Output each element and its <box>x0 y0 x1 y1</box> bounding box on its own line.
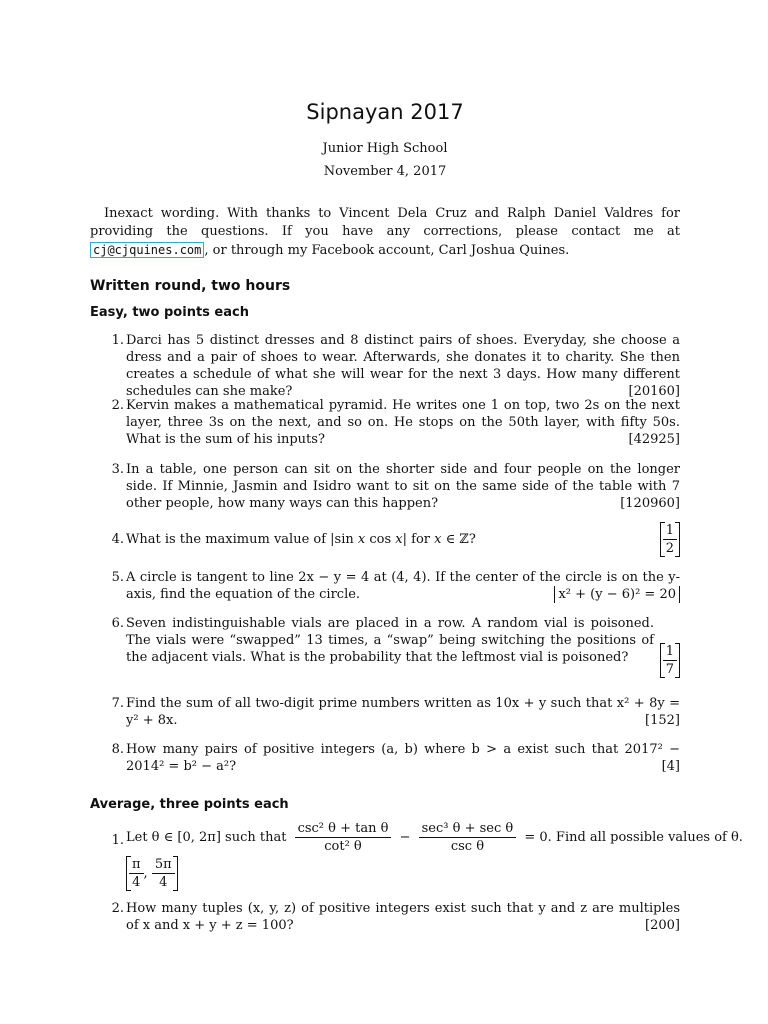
problem-item <box>106 332 680 400</box>
problem-text: Darci has 5 distinct dresses and 8 distinct pairs of shoes. Everyday, she choose a dress and a pair of shoes to wear. Afterwards, she donates it to charity. She then creates a schedule of what she will wear for the next 3 days. How many different schedules can she make? <box>126 333 680 399</box>
problem-answer: [152] <box>645 713 680 728</box>
problem-number: 5. <box>111 570 124 585</box>
problem-item <box>106 820 743 890</box>
problem-text: Seven indistinguishable vials are placed in a row. A random vial is poisoned. The vials were “swapped” 13 times, a “swap” being switching the positions of the adjacent vials. What is the probability that the leftmost vial is poisoned? <box>126 616 654 665</box>
problem-text: Kervin makes a mathematical pyramid. He writes one 1 on top, two 2s on the next layer, three 3s on the next, and so on. He stops on the 50th layer, with fifty 50s. What is the sum of his inputs? <box>126 398 680 447</box>
problem-item <box>106 397 680 448</box>
problem-answer: [120960] <box>620 496 680 511</box>
problem-number: 6. <box>111 616 124 631</box>
intro-text: Inexact wording. With thanks to Vincent Dela Cruz and Ralph Daniel Valdres for providing the questions. If you have any corrections, please contact me at <box>90 206 680 239</box>
problem-number: 1. <box>111 833 124 848</box>
problem-answer: [4] <box>661 759 680 774</box>
problem-number: 4. <box>111 532 124 547</box>
intro-text-end: , or through my Facebook account, Carl Joshua Quines. <box>204 243 570 258</box>
problem-item <box>106 461 680 512</box>
document-subtitle: Junior High School <box>322 141 448 156</box>
problem-item <box>106 900 680 934</box>
problem-item <box>106 569 680 603</box>
problem-answer: x² + (y − 6)² = 20 <box>554 586 680 603</box>
problem-number: 3. <box>111 462 124 477</box>
problem-text: Let θ ∈ [0, 2π] such that $\frac{\text{csc² θ + tan θ}}{\text{cot² θ}}$ − $\frac{\text{sec³ θ + sec θ}}{\text{csc θ}}$ = 0. Find all possible values of θ. <box>126 821 743 854</box>
average-heading: Average, three points each <box>90 797 289 812</box>
problem-answer: [200] <box>645 918 680 933</box>
problem-text: Find the sum of all two-digit prime numbers written as 10x + y such that x² + 8y = y² + 8x. <box>126 696 680 728</box>
problem-number: 2. <box>111 901 124 916</box>
problem-answer: $\frac{1}{2}$ <box>660 522 680 557</box>
intro-paragraph <box>90 205 680 260</box>
problem-text: How many tuples (x, y, z) of positive integers exist such that y and z are multiples of x and x + y + z = 100? <box>126 901 680 933</box>
problem-text: In a table, one person can sit on the shorter side and four people on the longer side. If Minnie, Jasmin and Isidro want to sit on the same side of the table with 7 other people, how many ways can this happen? <box>126 462 680 511</box>
problem-item <box>106 741 680 775</box>
document-title: Sipnayan 2017 <box>306 100 464 124</box>
problem-number: 7. <box>111 696 124 711</box>
section-heading: Written round, two hours <box>90 278 291 294</box>
problem-number: 1. <box>111 333 124 348</box>
problem-answer: $\frac{\pi}{4}$ , $\frac{5\pi}{4}$ <box>126 856 178 891</box>
problem-answer: [20160] <box>628 384 680 399</box>
problem-answer: [42925] <box>628 432 680 447</box>
problem-item <box>106 615 680 677</box>
problem-answer: $\frac{1}{7}$ <box>660 643 680 678</box>
problem-number: 8. <box>111 742 124 757</box>
problem-text: A circle is tangent to line 2x − y = 4 at (4, 4). If the center of the circle is on the y-axis, find the equation of the circle. <box>126 570 680 602</box>
problem-item <box>106 522 680 558</box>
problem-text: What is the maximum value of |sin x cos x| for x ∈ ℤ? <box>126 532 476 547</box>
problem-item <box>106 695 680 729</box>
problem-number: 2. <box>111 398 124 413</box>
email-link[interactable]: cj@cjquines.com <box>90 242 204 258</box>
easy-heading: Easy, two points each <box>90 305 249 320</box>
problem-text: How many pairs of positive integers (a, b) where b > a exist such that 2017² − 2014² = b² − a²? <box>126 742 680 774</box>
document-date: November 4, 2017 <box>323 164 447 179</box>
